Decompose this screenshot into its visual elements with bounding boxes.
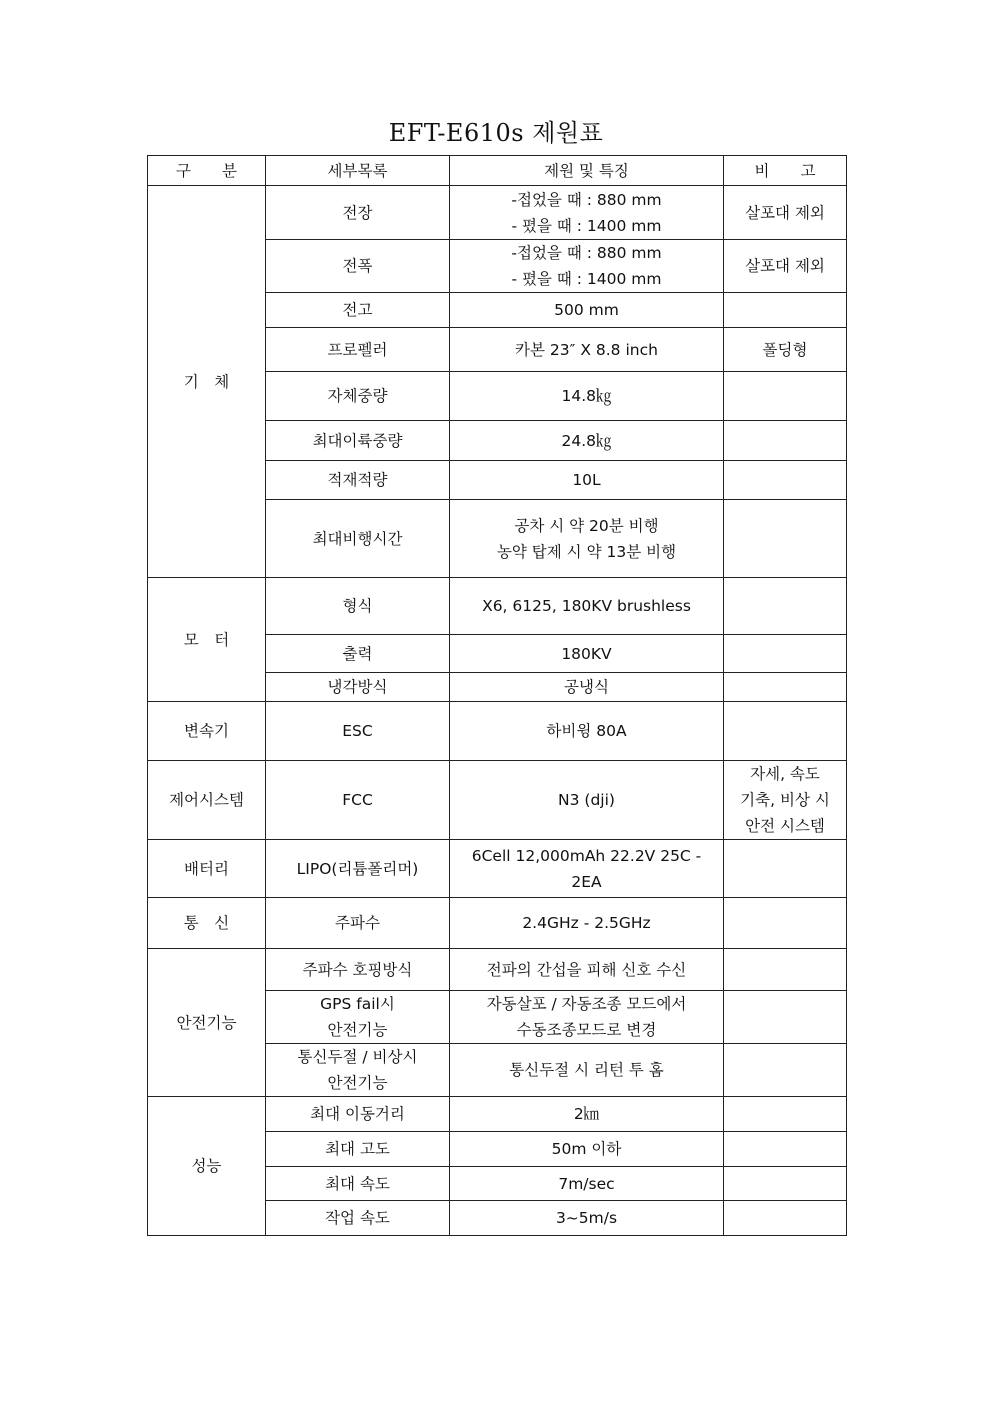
spec-cell: 6Cell 12,000mAh 22.2V 25C - 2EA [450,840,724,898]
spec-cell: N3 (dji) [450,761,724,840]
item-cell: 전폭 [266,240,450,293]
spec-cell: -접었을 때 : 880 mm - 폈을 때 : 1400 mm [450,186,724,240]
item-cell: ESC [266,702,450,761]
item-cell: 주파수 호핑방식 [266,949,450,991]
category-motor: 모 터 [148,578,266,702]
item-cell: 프로펠러 [266,328,450,372]
spec-cell: 3~5m/s [450,1201,724,1236]
category-perf: 성능 [148,1097,266,1236]
category-body: 기 체 [148,186,266,578]
spec-cell: 공냉식 [450,673,724,702]
item-cell: 최대비행시간 [266,500,450,578]
item-cell: FCC [266,761,450,840]
item-cell: GPS fail시 안전기능 [266,991,450,1044]
spec-cell: -접었을 때 : 880 mm - 폈을 때 : 1400 mm [450,240,724,293]
header-category: 구 분 [148,156,266,186]
note-cell [724,293,847,328]
note-cell [724,421,847,461]
item-cell: 주파수 [266,898,450,949]
spec-cell: 전파의 간섭을 피해 신호 수신 [450,949,724,991]
spec-cell: 하비윙 80A [450,702,724,761]
spec-table [147,155,847,1236]
document-title: EFT-E610s 제원표 [388,119,604,147]
note-cell [724,898,847,949]
item-cell: 최대 속도 [266,1167,450,1201]
table-row [148,761,847,840]
note-cell [724,991,847,1044]
category-safety: 안전기능 [148,949,266,1097]
spec-cell: 50m 이하 [450,1132,724,1167]
item-cell: 적재적량 [266,461,450,500]
note-cell [724,500,847,578]
note-cell [724,635,847,673]
spec-cell: 자동살포 / 자동조종 모드에서 수동조종모드로 변경 [450,991,724,1044]
item-cell: 출력 [266,635,450,673]
spec-cell: 2.4GHz - 2.5GHz [450,898,724,949]
spec-cell: 카본 23″ X 8.8 inch [450,328,724,372]
spec-cell: 10L [450,461,724,500]
header-note: 비 고 [724,156,847,186]
spec-cell: 7m/sec [450,1167,724,1201]
note-cell [724,578,847,635]
note-cell: 자세, 속도 기축, 비상 시 안전 시스템 [724,761,847,840]
note-cell [724,840,847,898]
spec-cell: 공차 시 약 20분 비행 농약 탑제 시 약 13분 비행 [450,500,724,578]
note-cell [724,1201,847,1236]
note-cell [724,1044,847,1097]
item-cell: 전장 [266,186,450,240]
spec-cell: X6, 6125, 180KV brushless [450,578,724,635]
header-item: 세부목록 [266,156,450,186]
item-cell: 최대이륙중량 [266,421,450,461]
category-esc: 변속기 [148,702,266,761]
spec-cell: 통신두절 시 리턴 투 홈 [450,1044,724,1097]
item-cell: 자체중량 [266,372,450,421]
table-header-row [148,156,847,186]
item-cell: 작업 속도 [266,1201,450,1236]
item-cell: 전고 [266,293,450,328]
note-cell [724,1167,847,1201]
spec-cell: 180KV [450,635,724,673]
spec-cell: 500 mm [450,293,724,328]
table-row [148,702,847,761]
table-row [148,186,847,240]
category-comm: 통 신 [148,898,266,949]
table-row [148,949,847,991]
note-cell [724,372,847,421]
note-cell [724,949,847,991]
spec-cell: 2㎞ [450,1097,724,1132]
table-row [148,578,847,635]
item-cell: 통신두절 / 비상시 안전기능 [266,1044,450,1097]
note-cell [724,461,847,500]
note-cell [724,1097,847,1132]
item-cell: LIPO(리튬폴리머) [266,840,450,898]
item-cell: 최대 고도 [266,1132,450,1167]
spec-cell: 14.8㎏ [450,372,724,421]
table-row [148,1097,847,1132]
spec-cell: 24.8㎏ [450,421,724,461]
item-cell: 냉각방식 [266,673,450,702]
header-spec: 제원 및 특징 [450,156,724,186]
category-control: 제어시스템 [148,761,266,840]
category-battery: 배터리 [148,840,266,898]
note-cell: 살포대 제외 [724,186,847,240]
note-cell: 살포대 제외 [724,240,847,293]
item-cell: 형식 [266,578,450,635]
note-cell: 폴딩형 [724,328,847,372]
note-cell [724,702,847,761]
note-cell [724,1132,847,1167]
note-cell [724,673,847,702]
item-cell: 최대 이동거리 [266,1097,450,1132]
table-row [148,840,847,898]
table-row [148,898,847,949]
